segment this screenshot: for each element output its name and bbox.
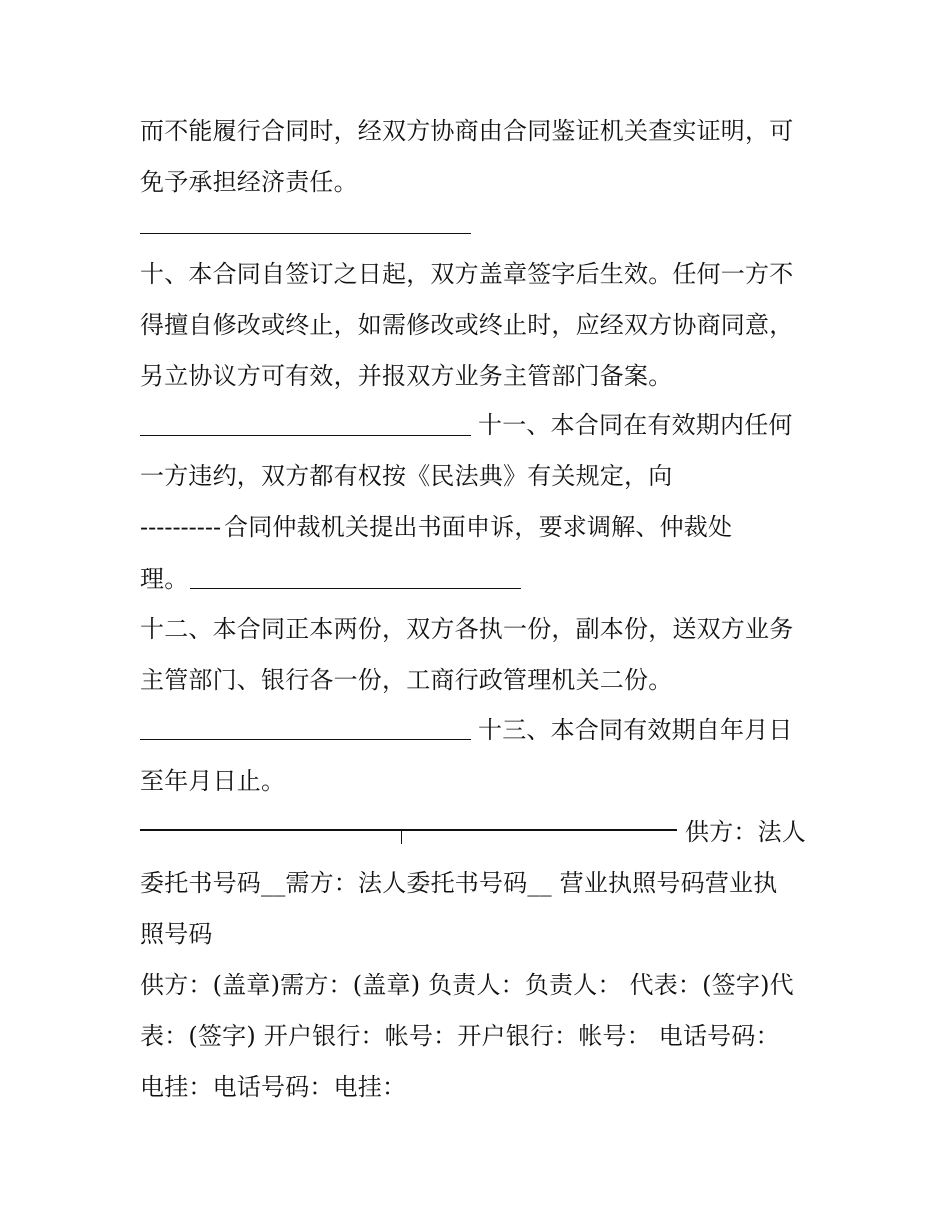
clause-11-line: 十一、本合同在有效期内任何	[478, 411, 793, 439]
text-line: 一方违约，双方都有权按《民法典》有关规定，向	[140, 462, 673, 490]
text-line: 得擅自修改或终止，如需修改或终止时，应经双方协商同意，	[140, 311, 794, 339]
signature-line: 电挂：电话号码：电挂：	[140, 1073, 407, 1101]
supplier-label: 供方：法人	[685, 818, 806, 846]
clause-12-line: 十二、本合同正本两份，双方各执一份，副本份，送双方业务	[140, 615, 794, 643]
signature-line: 表：(签字) 开户银行：帐号：开户银行：帐号： 电话号码：	[140, 1022, 780, 1050]
text-line: 免予承担经济责任。	[140, 168, 358, 196]
text-line: 合同仲裁机关提出书面申诉，要求调解、仲裁处	[224, 513, 733, 541]
fill-in-blank	[140, 435, 471, 436]
signature-divider	[140, 829, 677, 831]
text-line: 委托书号码__需方：法人委托书号码__ 营业执照号码营业执	[140, 869, 778, 897]
fill-in-blank	[140, 233, 471, 234]
text-line: 理。	[140, 565, 189, 593]
signature-line: 供方：(盖章)需方：(盖章) 负责人：负责人： 代表：(签字)代	[140, 971, 794, 999]
text-line: 主管部门、银行各一份，工商行政管理机关二份。	[140, 666, 673, 694]
fill-in-blank	[190, 588, 521, 589]
clause-10-line: 十、本合同自签订之日起，双方盖章签字后生效。任何一方不	[140, 260, 794, 288]
divider-tick	[401, 830, 402, 844]
text-line: 另立协议方可有效，并报双方业务主管部门备案。	[140, 362, 673, 390]
fill-in-blank	[140, 739, 471, 740]
text-line: 而不能履行合同时，经双方协商由合同鉴证机关查实证明，可	[140, 117, 794, 145]
text-line: 照号码	[140, 920, 213, 948]
text-line: 至年月日止。	[140, 767, 286, 795]
clause-13-line: 十三、本合同有效期自年月日	[478, 716, 793, 744]
dash-blank: ----------	[140, 513, 222, 541]
